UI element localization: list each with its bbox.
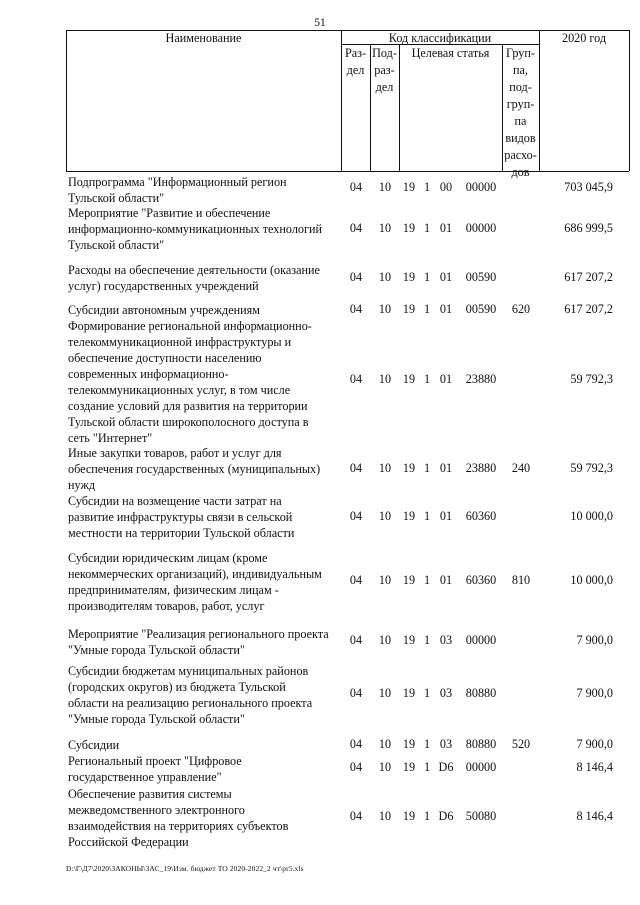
row-cs-subprogram: 1	[423, 760, 431, 774]
row-razdel: 04	[349, 633, 363, 647]
row-cs-event: 03	[439, 737, 453, 751]
row-cs-subprogram: 1	[423, 809, 431, 823]
row-cs-event: 03	[439, 686, 453, 700]
row-podrazdel: 10	[378, 573, 392, 587]
row-cs-subprogram: 1	[423, 686, 431, 700]
row-razdel: 04	[349, 461, 363, 475]
row-podrazdel: 10	[378, 737, 392, 751]
row-cs-direction: 00590	[465, 270, 497, 284]
row-razdel: 04	[349, 302, 363, 316]
row-podrazdel: 10	[378, 372, 392, 386]
row-razdel: 04	[349, 221, 363, 235]
row-cs-program: 19	[402, 372, 416, 386]
row-cs-subprogram: 1	[423, 633, 431, 647]
row-name: Субсидии бюджетам муниципальных районов (городских округов) из бюджета Тульской области на реализацию регионального проекта "Умные города Тульской области"	[68, 664, 313, 726]
row-podrazdel: 10	[378, 509, 392, 523]
header-left-border	[66, 30, 67, 171]
row-podrazdel: 10	[378, 809, 392, 823]
header-right-border	[629, 30, 630, 171]
page-number: 51	[314, 17, 326, 29]
row-podrazdel: 10	[378, 270, 392, 284]
row-cs-event: 00	[439, 180, 453, 194]
row-amount: 617 207,2	[564, 302, 613, 316]
row-podrazdel: 10	[378, 180, 392, 194]
row-amount: 10 000,0	[570, 509, 613, 523]
row-name: Формирование региональной информационно- телекоммуникационной инфраструктуры и обеспечение доступности населению современных информационно- телекоммуникационных услуг, в том числе создание условий для развития на территории Тульской области широкополосного доступа в сеть "Интернет"	[68, 319, 312, 445]
row-razdel: 04	[349, 809, 363, 823]
row-name: Субсидии юридическим лицам (кроме некоммерческих организаций), индивидуальным предпринимателям, физическим лицам - производителям товаров, работ, услуг	[68, 551, 322, 613]
row-cs-program: 19	[402, 221, 416, 235]
row-podrazdel: 10	[378, 633, 392, 647]
row-cs-program: 19	[402, 461, 416, 475]
row-cs-program: 19	[402, 180, 416, 194]
row-cs-program: 19	[402, 809, 416, 823]
row-name: Расходы на обеспечение деятельности (оказание услуг) государственных учреждений	[68, 263, 320, 293]
header-subsection: Под- раз- дел	[372, 46, 397, 94]
row-name: Субсидии на возмещение части затрат на развитие инфраструктуры связи в сельской местности на территории Тульской области	[68, 494, 295, 540]
row-amount: 8 146,4	[576, 760, 613, 774]
row-vr: 620	[511, 302, 531, 316]
row-amount: 8 146,4	[576, 809, 613, 823]
row-cs-event: 03	[439, 633, 453, 647]
row-podrazdel: 10	[378, 221, 392, 235]
header-group: Груп- па, под- груп- па видов расхо- дов	[504, 46, 537, 179]
row-razdel: 04	[349, 737, 363, 751]
subsection-column-border	[399, 44, 400, 171]
row-amount: 59 792,3	[570, 372, 613, 386]
row-podrazdel: 10	[378, 686, 392, 700]
row-cs-event: D6	[438, 760, 454, 774]
row-amount: 7 900,0	[576, 686, 613, 700]
row-cs-event: 01	[439, 270, 453, 284]
row-vr: 520	[511, 737, 531, 751]
row-name: Мероприятие "Реализация регионального проекта "Умные города Тульской области"	[68, 627, 329, 657]
row-cs-direction: 60360	[465, 573, 497, 587]
row-cs-program: 19	[402, 509, 416, 523]
row-cs-event: 01	[439, 221, 453, 235]
row-cs-direction: 23880	[465, 372, 497, 386]
row-cs-event: D6	[438, 809, 454, 823]
table-header	[66, 30, 629, 179]
row-cs-subprogram: 1	[423, 461, 431, 475]
row-cs-direction: 00000	[465, 221, 497, 235]
row-cs-subprogram: 1	[423, 573, 431, 587]
row-amount: 617 207,2	[564, 270, 613, 284]
row-cs-program: 19	[402, 270, 416, 284]
row-razdel: 04	[349, 760, 363, 774]
row-vr: 240	[511, 461, 531, 475]
row-cs-direction: 00590	[465, 302, 497, 316]
header-name: Наименование	[165, 31, 242, 45]
row-cs-program: 19	[402, 302, 416, 316]
row-name: Субсидии	[68, 738, 120, 752]
row-cs-direction: 50080	[465, 809, 497, 823]
row-razdel: 04	[349, 180, 363, 194]
row-cs-direction: 80880	[465, 737, 497, 751]
row-cs-program: 19	[402, 760, 416, 774]
row-razdel: 04	[349, 509, 363, 523]
row-cs-program: 19	[402, 573, 416, 587]
row-name: Субсидии автономным учреждениям	[68, 303, 260, 317]
row-cs-subprogram: 1	[423, 737, 431, 751]
row-name: Подпрограмма "Информационный регион Тульской области"	[68, 175, 287, 205]
row-cs-direction: 80880	[465, 686, 497, 700]
row-amount: 10 000,0	[570, 573, 613, 587]
row-cs-direction: 23880	[465, 461, 497, 475]
row-cs-subprogram: 1	[423, 221, 431, 235]
row-razdel: 04	[349, 686, 363, 700]
row-cs-subprogram: 1	[423, 270, 431, 284]
group-column-border	[539, 30, 540, 171]
row-name: Иные закупки товаров, работ и услуг для обеспечения государственных (муниципальных) нужд	[68, 446, 321, 492]
row-cs-direction: 00000	[465, 760, 497, 774]
row-name: Региональный проект "Цифровое государственное управление"	[68, 754, 242, 784]
row-amount: 703 045,9	[564, 180, 613, 194]
row-cs-event: 01	[439, 302, 453, 316]
row-cs-program: 19	[402, 737, 416, 751]
row-cs-event: 01	[439, 372, 453, 386]
row-amount: 7 900,0	[576, 737, 613, 751]
row-cs-event: 01	[439, 461, 453, 475]
header-classification: Код классификации	[388, 31, 492, 45]
header-target: Целевая статья	[411, 46, 490, 60]
header-bottom-border	[66, 171, 629, 172]
row-cs-subprogram: 1	[423, 372, 431, 386]
row-cs-event: 01	[439, 573, 453, 587]
header-section: Раз- дел	[344, 46, 367, 77]
row-cs-direction: 00000	[465, 633, 497, 647]
row-podrazdel: 10	[378, 302, 392, 316]
row-razdel: 04	[349, 270, 363, 284]
row-cs-program: 19	[402, 686, 416, 700]
row-razdel: 04	[349, 372, 363, 386]
row-cs-subprogram: 1	[423, 509, 431, 523]
row-cs-direction: 00000	[465, 180, 497, 194]
row-name: Обеспечение развития системы межведомственного электронного взаимодействия на территориях субъектов Российской Федерации	[68, 787, 289, 849]
row-cs-event: 01	[439, 509, 453, 523]
row-cs-direction: 60360	[465, 509, 497, 523]
row-amount: 59 792,3	[570, 461, 613, 475]
row-podrazdel: 10	[378, 461, 392, 475]
row-cs-subprogram: 1	[423, 180, 431, 194]
row-razdel: 04	[349, 573, 363, 587]
row-cs-subprogram: 1	[423, 302, 431, 316]
row-cs-program: 19	[402, 633, 416, 647]
row-podrazdel: 10	[378, 760, 392, 774]
row-name: Мероприятие "Развитие и обеспечение информационно-коммуникационных технологий Тульской области"	[68, 206, 323, 252]
row-amount: 7 900,0	[576, 633, 613, 647]
row-amount: 686 999,5	[564, 221, 613, 235]
file-path-footer: D:\Г\Д7\2020\ЗАКОНЫ\ЗАС_19\Изм. бюджет ТО 2020-2022_2 чт\pr5.xls	[66, 864, 304, 873]
row-vr: 810	[511, 573, 531, 587]
header-year: 2020 год	[561, 31, 607, 45]
